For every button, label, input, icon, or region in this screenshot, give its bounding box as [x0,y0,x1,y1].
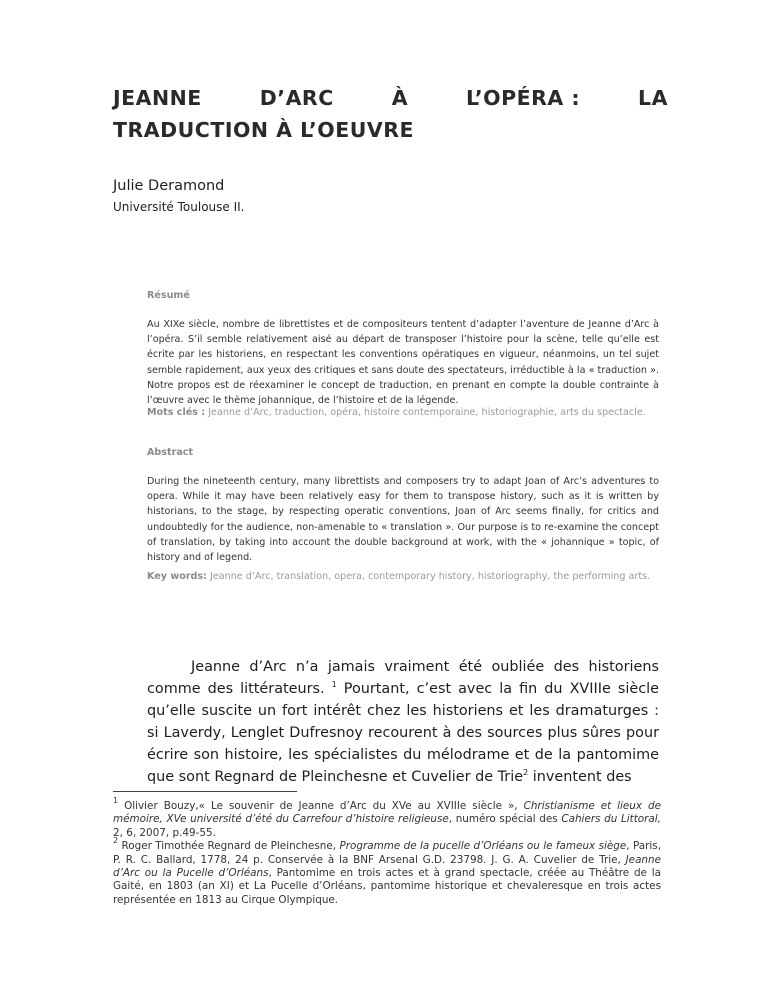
footnote-2 [113,836,662,907]
resume-keywords-list: Jeanne d’Arc, traduction, opéra, histoire contemporaine, historiographie, arts du spectacle. [208,407,646,418]
body-text-part: Pourtant, c’est avec la fin du XVIIIe siècle qu’elle suscite un fort intérêt chez les historiens et les dramaturges : si Laverdy, Lenglet Dufresnoy recourent à des sources plus sûres pour écrire son histoire, les spécialistes du mélodrame et de la pantomime que sont Regnard de Pleinchesne et Cuvelier de Trie [147,681,660,785]
footnote-text: , Paris, P. R. C. Ballard, 1778, 24 p. Conservée à la BNF Arsenal G.D. 23798. J. G. A. Cuvelier de Trie, [113,840,662,866]
footnote-text: , Pantomime en trois actes et à grand spectacle, créée au Théâtre de la Gaité, en 1803 (an XI) et La Pucelle d’Orléans, pantomime historique et chevaleresque en trois actes représentée en 1813 au Cirque Olympique. [113,867,661,906]
footnote-text: Olivier Bouzy,« Le souvenir de Jeanne d’Arc du XVe au XVIIIe siècle », [118,800,524,812]
title-word: À [391,86,409,110]
body-paragraph [147,656,659,788]
title-word: D’ARC [259,86,334,110]
footnote-number: 1 [113,796,119,805]
footnote-text: Cahiers du Littoral, [561,813,661,826]
footnote-text: 2, 6, 2007, p.49-55. [113,826,216,839]
author-affiliation: Université Toulouse II. [113,200,245,214]
body-text-part: inventent des [528,769,632,785]
abstract-keywords [147,569,659,584]
body-text-part: Jeanne d’Arc n’a jamais vraiment été oubliée des historiens comme des littérateurs. [147,659,659,697]
author-name: Julie Deramond [113,178,225,194]
resume-keywords-label: Mots clés : [147,407,206,418]
abstract-keywords-label: Key words: [147,571,207,582]
footnote-text: Roger Timothée Regnard de Pleinchesne, [118,840,340,853]
title-word: JEANNE [113,86,202,110]
footnote-1 [113,796,661,840]
footnote-separator [113,791,297,792]
title-line-2: TRADUCTION À L’OEUVRE [113,118,415,142]
footnote-text: Christianisme et lieux de mémoire, XVe université d’été du Carrefour d’histoire religieuse [113,800,661,826]
body-text [147,656,659,788]
footnote-text: Jeanne d’Arc ou la Pucelle d’Orléans [113,853,661,880]
title-line-1 [113,82,668,114]
article-title [113,82,668,146]
resume-heading: Résumé [147,290,190,301]
footnote-ref-2[interactable]: 2 [523,768,529,777]
footnote-ref-1[interactable]: 1 [331,680,337,689]
resume-text: Au XIXe siècle, nombre de librettistes et de compositeurs tentent d’adapter l’aventure de Jeanne d’Arc à l’opéra. S’il semble relativement aisé au départ de transposer l’histoire pour la scène, telle qu’elle est écrite par les historiens, en respectant les conventions opératiques en vigueur, néanmoins, un tel sujet semble rapidement, aux yeux des critiques et sans doute des spectateurs, irréductible à la « traduction ». Notre propos est de réexaminer le concept de traduction, en prenant en compte la double contrainte à l’œuvre avec le thème johannique, de l’histoire et de la légende. [147,319,659,407]
footnote-text: Programme de la pucelle d’Orléans ou le fameux siège [339,840,627,853]
footnote-text: , numéro spécial des [448,813,562,826]
footnotes [113,796,662,907]
abstract-keywords-list: Jeanne d’Arc, translation, opera, contemporary history, historiography, the performing arts. [210,571,651,582]
resume-keywords [147,405,659,420]
title-word: L’OPÉRA : [466,86,581,110]
footnote-number: 2 [113,836,119,846]
abstract-text: During the nineteenth century, many librettists and composers try to adapt Joan of Arc’s adventures to opera. While it may have been relatively easy for them to transpose history, such as it is written by historians, to the stage, by respecting operatic conventions, Joan of Arc seems finally, for critics and undoubtedly for the audience, non-amenable to « translation ». Our purpose is to re-examine the concept of translation, by taking into account the double background at work, with the « johannique » topic, of history and of legend. [147,476,659,564]
abstract-heading: Abstract [147,447,194,458]
title-word: LA [638,86,668,110]
